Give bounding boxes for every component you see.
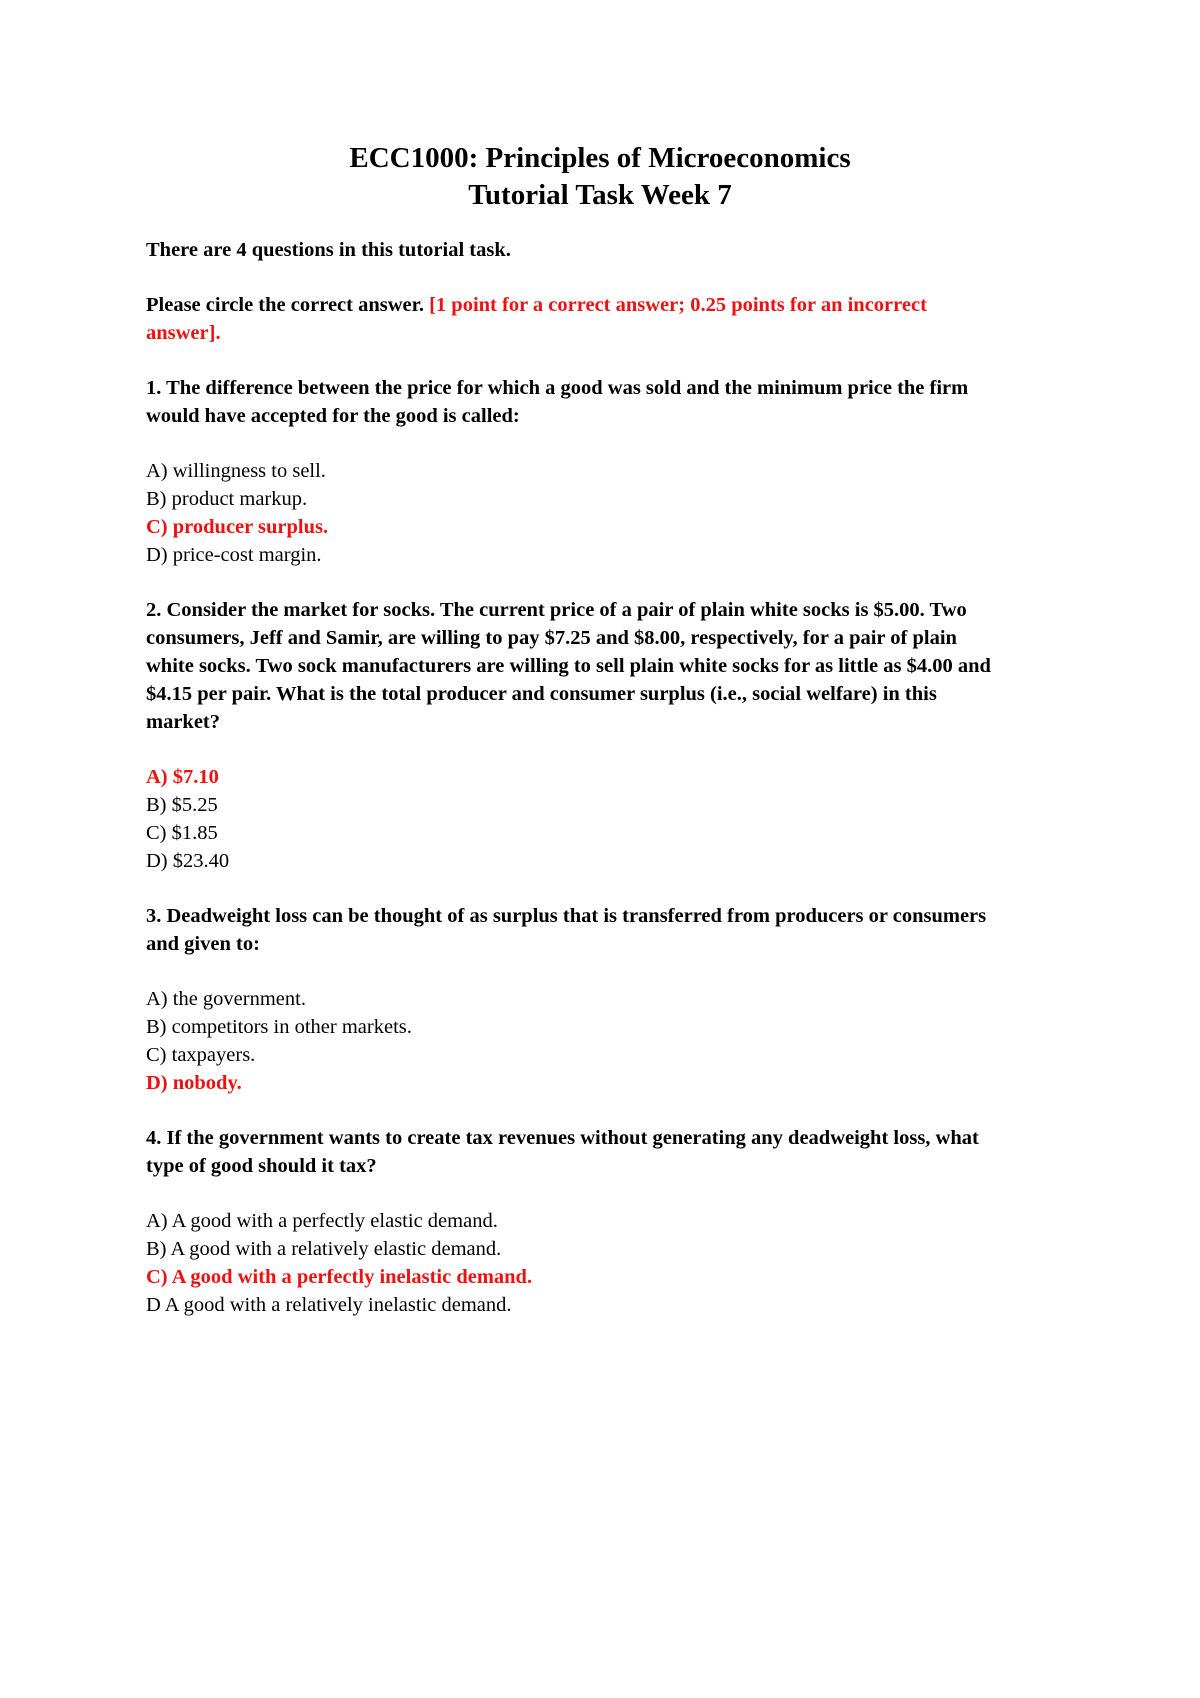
intro-text: There are 4 questions in this tutorial task. [146, 239, 511, 261]
points-note: [1 point for a correct answer; 0.25 points for an incorrect answer]. [146, 294, 927, 344]
option-1c[interactable]: C) producer surplus. [146, 516, 329, 538]
question-1: 1. The difference between the price for which a good was sold and the minimum price the firm would have accepted for the good is called: [146, 377, 969, 427]
option-4b[interactable]: B) A good with a relatively elastic demand. [146, 1238, 502, 1260]
course-title: ECC1000: Principles of Microeconomics [349, 142, 851, 174]
option-1d[interactable]: D) price-cost margin. [146, 544, 322, 566]
option-3d[interactable]: D) nobody. [146, 1072, 242, 1094]
option-4a[interactable]: A) A good with a perfectly elastic demand. [146, 1210, 498, 1232]
options-question-3 [146, 985, 1000, 1097]
option-2a[interactable]: A) $7.10 [146, 766, 219, 788]
option-2b[interactable]: B) $5.25 [146, 794, 218, 816]
option-2d[interactable]: D) $23.40 [146, 850, 230, 872]
document-title [146, 140, 1000, 214]
option-3a[interactable]: A) the government. [146, 988, 306, 1010]
options-question-2 [146, 763, 1000, 875]
options-question-1 [146, 457, 1000, 569]
option-4c[interactable]: C) A good with a perfectly inelastic demand. [146, 1266, 533, 1288]
question-2: 2. Consider the market for socks. The current price of a pair of plain white socks is $5.00. Two consumers, Jeff and Samir, are willing to pay $7.25 and $8.00, respectively, for a pair of plain white socks. Two sock manufacturers are willing to sell plain white socks for as little as $4.00 and $4.15 per pair. What is the total producer and consumer surplus (i.e., social welfare) in this market? [146, 599, 991, 733]
option-1b[interactable]: B) product markup. [146, 488, 308, 510]
options-question-4 [146, 1207, 1000, 1319]
task-title: Tutorial Task Week 7 [468, 179, 732, 211]
instruction-main: Please circle the correct answer. [146, 294, 430, 316]
instruction-text [146, 291, 1000, 347]
option-3b[interactable]: B) competitors in other markets. [146, 1016, 412, 1038]
option-4d[interactable]: D A good with a relatively inelastic demand. [146, 1294, 512, 1316]
question-3: 3. Deadweight loss can be thought of as surplus that is transferred from producers or consumers and given to: [146, 905, 987, 955]
option-3c[interactable]: C) taxpayers. [146, 1044, 256, 1066]
option-2c[interactable]: C) $1.85 [146, 822, 218, 844]
option-1a[interactable]: A) willingness to sell. [146, 460, 326, 482]
question-4: 4. If the government wants to create tax revenues without generating any deadweight loss, what type of good should it tax? [146, 1127, 979, 1177]
